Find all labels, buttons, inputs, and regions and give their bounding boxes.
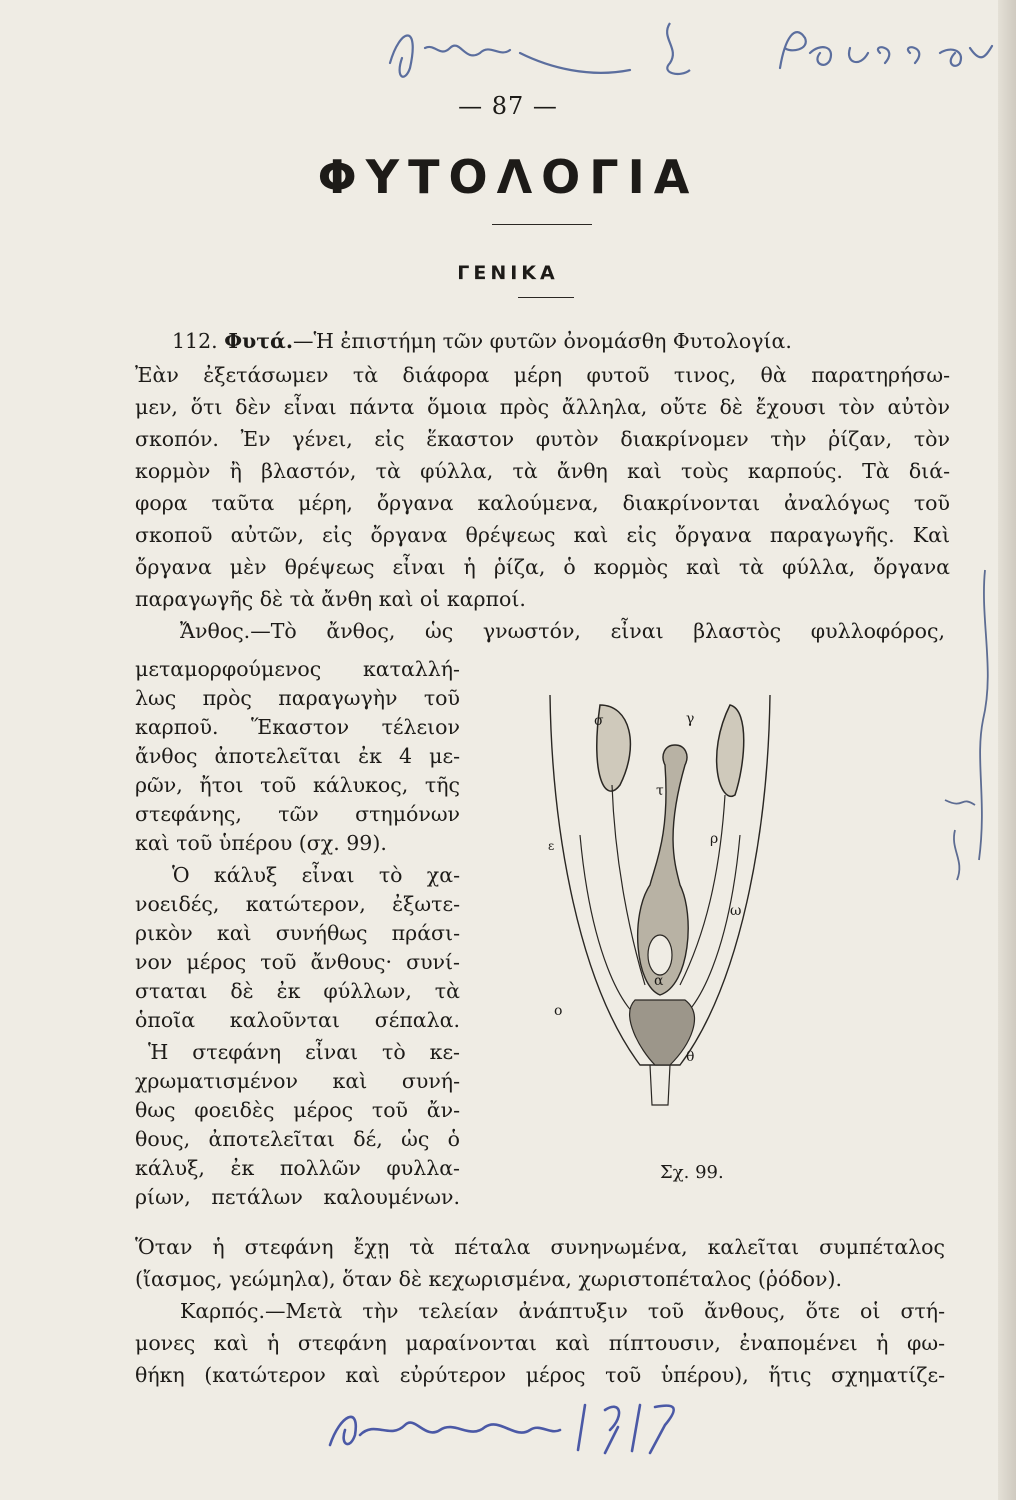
- text-line: —Ἡ ἐπιστήμη τῶν φυτῶν ὀνομάσθη Φυτολογία.: [292, 329, 792, 353]
- section-heading: Φυτά.: [224, 329, 293, 353]
- text-line: Ὅταν ἡ στεφάνη ἔχῃ τὰ πέταλα συνηνωμένα, καλεῖται συμπέταλος: [135, 1235, 945, 1259]
- text-line: μονες καὶ ἡ στεφάνη μαραίνονται καὶ πίπτουσιν, ἐναπομένει ἡ φω-: [135, 1331, 945, 1355]
- column-line: Ἡ στεφάνη εἶναι τὸ κε-: [148, 1040, 460, 1064]
- column-line: μεταμορφούμενος καταλλή-: [135, 657, 460, 681]
- page-title: ΦΥΤΟΛΟΓΙΑ: [317, 150, 699, 204]
- title-divider: [492, 224, 592, 225]
- column-line: ἄνθος ἀποτελεῖται ἐκ 4 με-: [135, 744, 460, 768]
- figure-label-rho: ρ: [710, 831, 719, 847]
- column-line: θως φοειδὲς μέρος τοῦ ἄν-: [135, 1098, 460, 1122]
- text-line: Καρπός.—Μετὰ τὴν τελείαν ἀνάπτυξιν τοῦ ἄνθους, ὅτε οἱ στή-: [180, 1299, 945, 1323]
- column-line: ρῶν, ἤτοι τοῦ κάλυκος, τῆς: [135, 773, 460, 797]
- column-line: νον μέρος τοῦ ἄνθους· συνί-: [135, 950, 460, 974]
- column-line: Ὁ κάλυξ εἶναι τὸ χα-: [172, 863, 460, 887]
- column-line: στεφάνης, τῶν στημόνων: [135, 802, 460, 826]
- column-line: χρωματισμένον καὶ συνή-: [135, 1069, 460, 1093]
- text-line: ὄργανα μὲν θρέψεως εἶναι ἡ ῥίζα, ὁ κορμὸς καὶ τὰ φύλλα, ὄργανα: [135, 555, 950, 579]
- column-line: λως πρὸς παραγωγὴν τοῦ: [135, 686, 460, 710]
- handwritten-margin-note: [935, 560, 1005, 900]
- text-line: μεν, ὅτι δὲν εἶναι πάντα ὅμοια πρὸς ἄλληλα, οὔτε δὲ ἔχουσι τὸν αὐτὸν: [135, 395, 950, 419]
- page-number: — 87 —: [458, 92, 558, 120]
- column-line: ρίων, πετάλων καλουμένων.: [135, 1185, 460, 1209]
- text-line: θήκη (κατώτερον καὶ εὐρύτερον μέρος τοῦ ὑπέρου), ἥτις σχηματίζε-: [135, 1363, 945, 1387]
- figure-label-tau: τ: [656, 783, 664, 799]
- figure-label-omega: ω: [730, 903, 742, 919]
- handwritten-signature-bottom: [320, 1385, 700, 1465]
- figure-label-theta: θ: [686, 1049, 695, 1065]
- figure-label-epsilon: ε: [548, 839, 555, 853]
- text-line: φορα ταῦτα μέρη, ὄργανα καλούμενα, διακρίνονται ἀναλόγως τοῦ: [135, 491, 950, 515]
- section-title: ΓΕΝΙΚΑ: [457, 262, 559, 284]
- flower-diagram: [540, 685, 780, 1125]
- text-line: σκοπόν. Ἐν γένει, εἰς ἕκαστον φυτὸν διακρίνομεν τὴν ῥίζαν, τὸν: [135, 427, 950, 451]
- text-line: κορμὸν ἢ βλαστόν, τὰ φύλλα, τὰ ἄνθη καὶ τοὺς καρπούς. Τὰ διά-: [135, 459, 950, 483]
- column-line: καρποῦ. Ἕκαστον τέλειον: [135, 715, 460, 739]
- column-line: ρικὸν καὶ συνήθως πράσι-: [135, 921, 460, 945]
- figure-caption: Σχ. 99.: [660, 1162, 724, 1183]
- handwritten-signature-top: [380, 8, 1000, 88]
- column-line: νοειδές, κατώτερον, ἐξωτε-: [135, 892, 460, 916]
- paragraph-112-first-line: [172, 326, 792, 356]
- figure-label-alpha: α: [654, 973, 664, 989]
- section-divider: [518, 297, 574, 298]
- text-line: σκοποῦ αὐτῶν, εἰς ὄργανα θρέψεως καὶ εἰς ὄργανα παραγωγῆς. Καὶ: [135, 523, 950, 547]
- column-line: σταται δὲ ἐκ φύλλων, τὰ: [135, 979, 460, 1003]
- figure-label-sigma: σ: [594, 713, 604, 729]
- column-line: καὶ τοῦ ὑπέρου (σχ. 99).: [135, 831, 387, 855]
- section-number: 112.: [172, 329, 218, 353]
- column-line: ὁποῖα καλοῦνται σέπαλα.: [135, 1008, 460, 1032]
- text-line: παραγωγῆς δὲ τὰ ἄνθη καὶ οἱ καρποί.: [135, 587, 526, 611]
- column-line: θους, ἀποτελεῖται δέ, ὡς ὁ: [135, 1127, 460, 1151]
- text-line: Ἄνθος.—Τὸ ἄνθος, ὡς γνωστόν, εἶναι βλαστὸς φυλλοφόρος,: [180, 619, 945, 643]
- figure-label-omicron: ο: [554, 1003, 563, 1019]
- text-line: (ἴασμος, γεώμηλα), ὅταν δὲ κεχωρισμένα, χωριστοπέταλος (ῥόδον).: [135, 1267, 842, 1291]
- figure-label-gamma: γ: [686, 711, 695, 727]
- text-line: Ἐὰν ἐξετάσωμεν τὰ διάφορα μέρη φυτοῦ τινος, θὰ παρατηρήσω-: [135, 363, 950, 387]
- column-line: κάλυξ, ἐκ πολλῶν φυλλα-: [135, 1156, 460, 1180]
